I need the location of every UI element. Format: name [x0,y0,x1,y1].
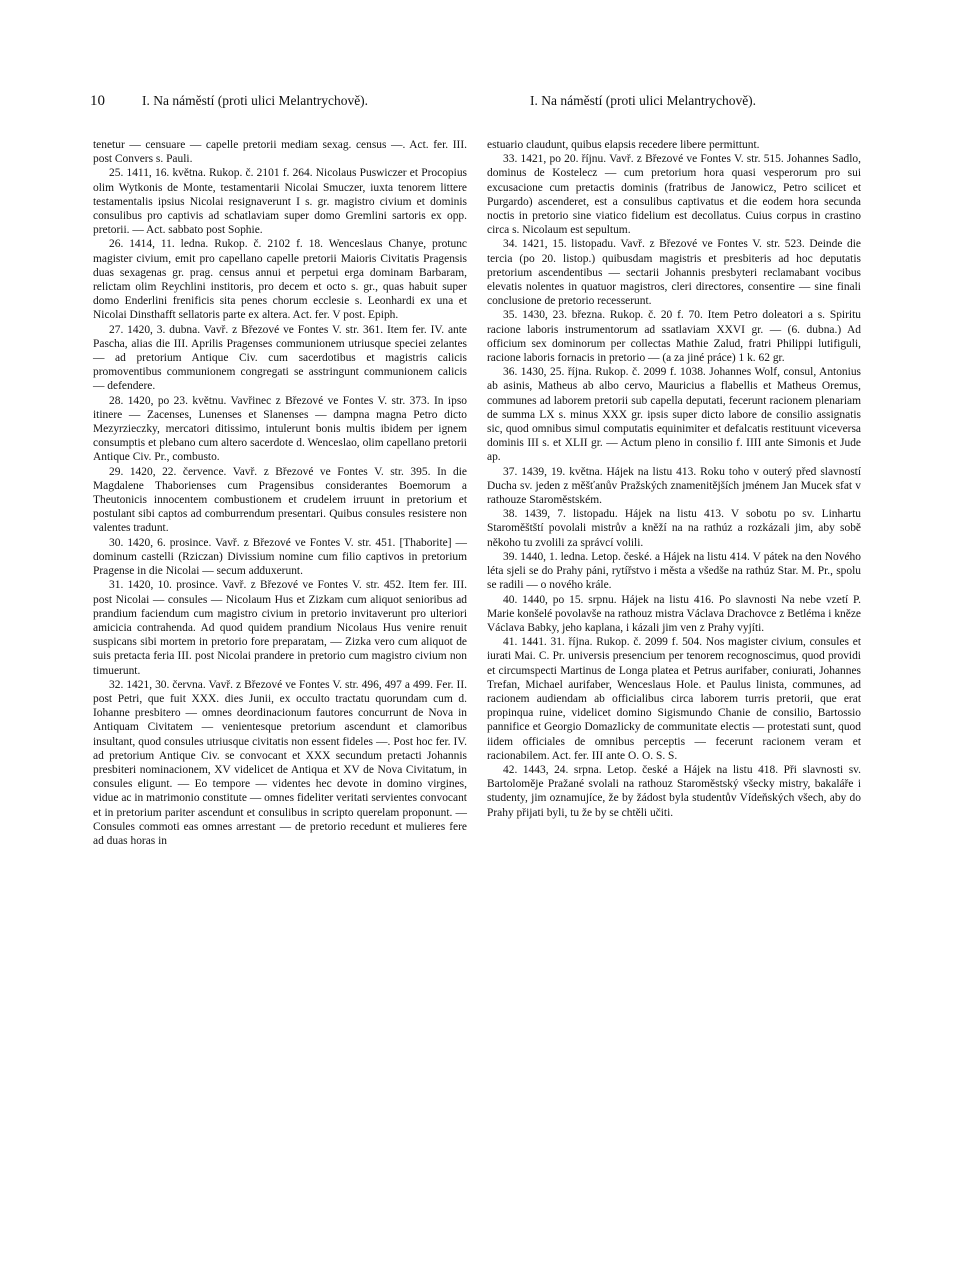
entry-paragraph: 41. 1441. 31. října. Rukop. č. 2099 f. 504. Nos magister civium, consules et iurati Mai. C. Pr. universis presencium per tenorem recognoscimus, quod providi et circumspecti Martinus de Longa platea et Petrus aurifaber, coniurati, Johannes Trefan, Michael aurifaber, Wenceslaus Hole. et Paulus linista, communes, ad racionem audiendam ab officialibus circa laborem turris pretorii, que erat propinqua ruine, videlicet domino Sigismundo Chanie de consilio, Bartossio pannifice et Georgio Domazlicky de communitate electis — protestati sunt, quod iidem officiales de omnibus perceptis — fecerunt racionem veram et racionabilem. Act. fer. III ante O. O. S. S. [487,636,861,762]
entry-paragraph: 35. 1430, 23. března. Rukop. č. 20 f. 70. Item Petro doleatori a s. Spiritu racione laboris instrumentorum ad ssatlaviam XXVI gr. — (6. dubna.) Ad officium sex dominorum per collectas Mathie Zalud, fratri Philippi lutifiguli, racione laboris fornacis in pretorio — (a za jiné práce) 1 k. 62 gr. [487,309,861,365]
entry-paragraph: 37. 1439, 19. května. Hájek na listu 413. Roku toho v outerý před slavností Ducha sv. jeden z měšťanův Pražských znamenitějších jménem Jan Mucek sfat v rathouze Staroměstském. [487,465,861,507]
entry-paragraph: 32. 1421, 30. června. Vavř. z Březové ve Fontes V. str. 496, 497 a 499. Fer. II. post Petri, que fuit XXX. dies Junii, ex occulto tractatu quorundam cum d. Iohanne presbitero — omnes deordinacionum fautores concurrunt de Nova in Antiquam Civitatem — venientesque pretorium ascendunt et clamoribus insultant, quod consules utriusque civitatis non essent fideles —. Post hoc fer. IV. ad pretorium Antique Civ. se convocant et XXX secundum pretacti Johannis presbiteri nominacionem, XV videlicet de Antiqua et XV de Nova Civitatum, in consules eligunt. — Eo tempore — videntes hec devote in domino virgines, vidue ac in matrimonio constitute — omnes fideliter veritati servientes convocant et in pretorium pariter ascendunt et consulibus in scripto querelam proponunt. — Consules commoti eas omnes arrestant — de pretorio recedunt et mulieres fere ad duas horas in [93,678,467,847]
continued-paragraph: estuario claudunt, quibus elapsis recedere libere permittunt. [487,139,760,151]
entry-paragraph: 33. 1421, po 20. říjnu. Vavř. z Březové ve Fontes V. str. 515. Johannes Sadlo, dominus de Kostelecz — cum pretorium hora quasi vesperorum pro sui excusacione cum pretactis dominis (fratribus de Janowicz, Petro scilicet et Purgardo) ascenderet, est a consulibus captivatus et die eodem hora secunda noctis in pretorio sine viatico fidelium est decollatus. Cuius corpus in crastino circa s. Nicolaum est sepultum. [487,153,861,237]
entry-paragraph: 39. 1440, 1. ledna. Letop. české. a Hájek na listu 414. V pátek na den Nového léta sjeli se do Prahy páni, rytířstvo i města a všedše na rathúz Star. M. Pr., spolu se radili — o nového krále. [487,550,861,592]
entry-paragraph: 26. 1414, 11. ledna. Rukop. č. 2102 f. 18. Wenceslaus Chanye, protunc magister civium, emit pro capellano capelle pretorii Maioris Civitatis Pragensis duas sexagenas gr. prag. census annui et perpetui erga dominam Barbaram, relictam olim Reychlini institoris, pro decem et octo s. gr., quas habuit super domo Enderlini frenificis sita penes chorum ecclesie s. Leonhardi ex una et Nicolai Dinsthafft sellatoris parte ex altera. Act. fer. V post. Epiph. [93,238,467,322]
page-header [90,93,870,113]
entry-paragraph: 25. 1411, 16. května. Rukop. č. 2101 f. 264. Nicolaus Puswiczer et Procopius olim Wytkonis de Monte, testamentarii Nicolai Smuczer, iuxta tenorem littere testamentalis ipsius Nicolai resignaverunt I s. gr. magistro civium et dominis consulibus pro captivis ad schatlaviam super domo Gremlini sartoris ex opp. pretorii. — Act. sabbato post Sophie. [93,167,467,237]
running-head-right: I. Na náměstí (proti ulici Melantrychově). [530,93,757,108]
left-column [93,138,467,848]
entry-paragraph: 36. 1430, 25. října. Rukop. č. 2099 f. 1038. Johannes Wolf, consul, Antonius ab asinis, Matheus ab albo cervo, Mauricius a flabellis et Matheus Oremus, communes ad laborem pretorii sub capella deputati, fecerunt racionem plenariam de summa LX s. minus XXX gr. ipsis super dicto labore de consilio assignatis sic, quod omnibus simul computatis equinimiter et defalcatis restituunt viceversa dominis III s. et XLII gr. — Actum pleno in consilio f. IIII ante Simonis et Jude ap. [487,366,861,464]
entry-paragraph: 29. 1420, 22. července. Vavř. z Březové ve Fontes V. str. 395. In die Magdalene Thaborienses cum Pragensibus considerantes Boemorum a Theutonicis innocentem combustionem et crudelem irruunt in pretorium et postulant sibi captos ad comburrendum presentari. Quibus consules resistere non valentes tradunt. [93,465,467,535]
entry-paragraph: 28. 1420, po 23. květnu. Vavřinec z Březové ve Fontes V. str. 373. In ipso itinere — Zacenses, Lunenses et Slanenses — dampna magna Petro dicto Mezyrzieczky, mercatori ditissimo, intulerunt bonis multis ibidem per ignem consumptis et plebano cum altero sacerdote d. Wenceslao, olim capellano pretorii Antique Civ. Pr., combusto. [93,394,467,464]
running-head-left: I. Na náměstí (proti ulici Melantrychově). [142,93,369,108]
page-number: 10 [90,93,105,109]
continued-paragraph: tenetur — censuare — capelle pretorii mediam sexag. census —. Act. fer. III. post Convers s. Pauli. [93,139,467,166]
entry-paragraph: 42. 1443, 24. srpna. Letop. české a Hájek na listu 418. Při slavnosti sv. Bartoloměje Pražané svolali na rathouz Staroměstský všecky mistry, bakaláře i studenty, jim oznamujíce, že by žádost byla studentův Vídeňských všech, aby do Prahy přijati byli, tu že by se chtěli učiti. [487,763,861,819]
entry-paragraph: 38. 1439, 7. listopadu. Hájek na listu 413. V sobotu po sv. Linhartu Staroměštští povolali mistrův a kněží na na rathúz a rozkázali jim, aby sobě někoho tu zvolili za správcí volili. [487,508,861,549]
entry-paragraph: 34. 1421, 15. listopadu. Vavř. z Březové ve Fontes V. str. 523. Deinde die tercia (po 20. listop.) quibusdam magistris et presbiteris ad hoc deputatis pretorium ascendentibus — sectarii Johannis presbyteri reclamabant vocibus elevatis nolentes in quatuor magistros, cleri directores, consentire — sine finali conclusione de pretorio recesserunt. [487,238,861,308]
entry-paragraph: 27. 1420, 3. dubna. Vavř. z Březové ve Fontes V. str. 361. Item fer. IV. ante Pascha, alias die III. Aprilis Pragenses communionem utriusque speciei zelantes — ad pretorium Antique Civ. cum sacerdotibus et magistris calicis promoventibus communionem congregati se asstringunt communionem calicis — defendere. [93,323,467,393]
right-column [487,138,861,820]
entry-paragraph: 31. 1420, 10. prosince. Vavř. z Březové ve Fontes V. str. 452. Item fer. III. post Nicolai — consules — Nicolaum Hus et Zizkam cum aliquot senioribus ad prandium faciendum cum magistro civium in pretorio invitaverunt pro ulteriori amicicia contrahenda. Ad quod quidem prandium Nicolaus Hus venire renuit suspicans sibi mortem in pretorio fore preparatam, — Zizka vero cum aliquot de suis pretacta feria III. post Nicolai prandere in pretorio cum magistro civium non timuerunt. [93,579,467,677]
entry-paragraph: 30. 1420, 6. prosince. Vavř. z Březové ve Fontes V. str. 451. [Thaborite] — dominum castelli (Rziczan) Divissium nomine cum filio captivos in pretorium Pragense in die Nicolai — secum adduxerunt. [93,536,467,578]
entry-paragraph: 40. 1440, po 15. srpnu. Hájek na listu 416. Po slavnosti Na nebe vzetí P. Marie konšelé povolavše na rathouz mistra Václava Drachovce z Betléma i kněze Václava Babky, jeho kaplana, i kázali jim ven z Prahy vyjíti. [487,593,861,634]
